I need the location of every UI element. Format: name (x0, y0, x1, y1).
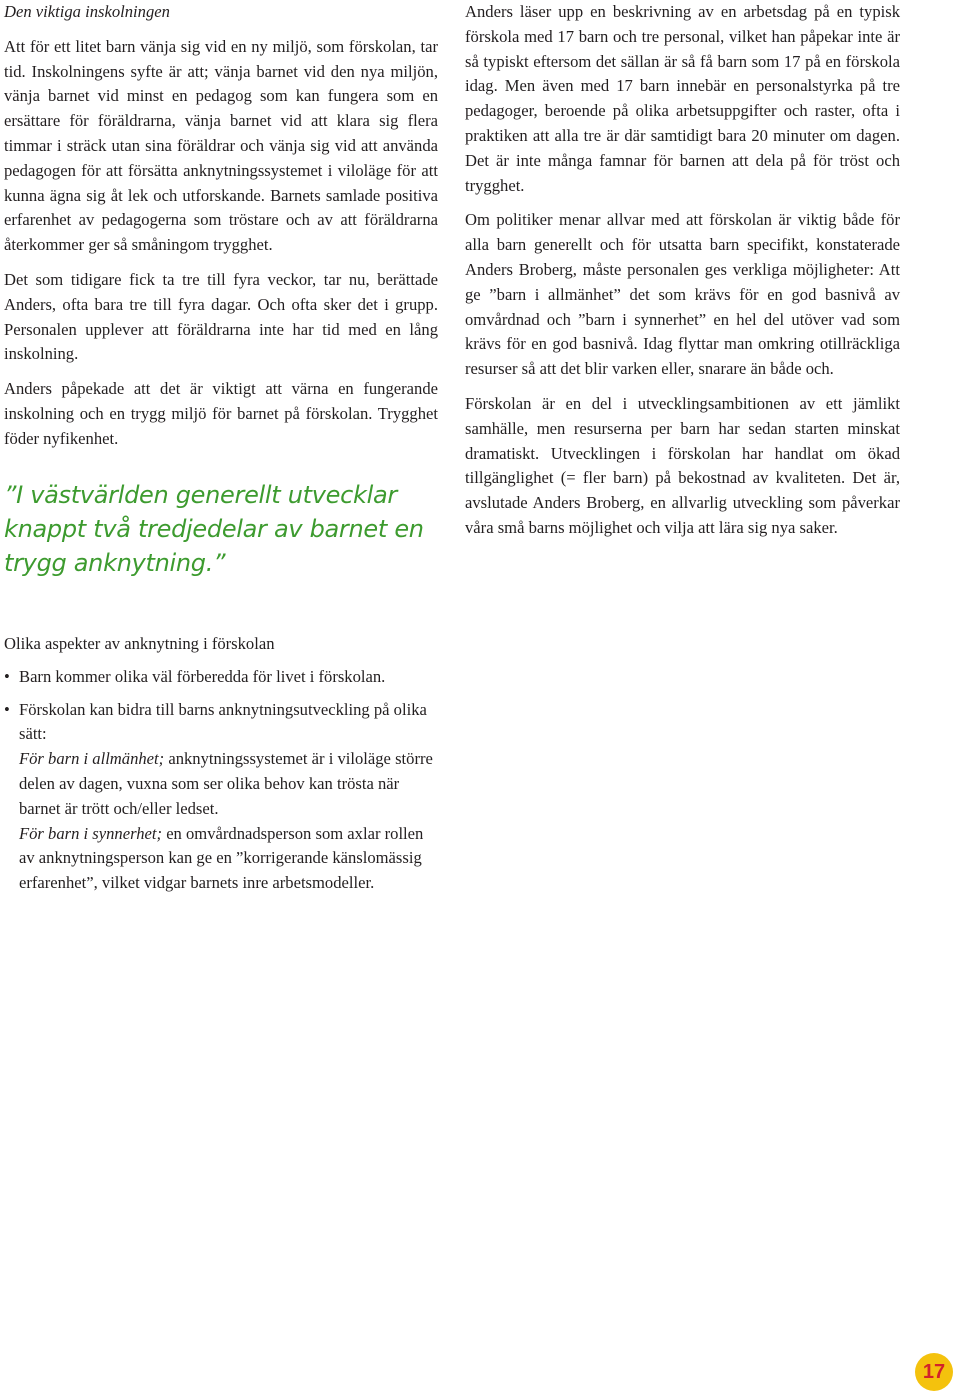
list-item (4, 698, 434, 896)
bullet-icon: • (4, 666, 10, 686)
list-item-text: Barn kommer olika väl förberedda för livet i förskolan. (19, 666, 386, 686)
body-paragraph: Det som tidigare fick ta tre till fyra veckor, tar nu, berättade Anders, ofta bara tre till fyra dagar. Och ofta sker det i grupp. Personalen upplever att föräldrarna inte har tid med en lång inskolning. (4, 269, 438, 364)
attachment-aspects-box (4, 632, 434, 904)
left-column (4, 0, 438, 580)
sub-item-text: anknytningssystemet är i viloläge större delen av dagen, vuxna som ser olika behov kan trösta när barnet är trött och/eller ledset. (19, 749, 433, 818)
pull-quote: ”I västvärlden generellt utvecklar knappt två tredjedelar av barnet en trygg anknytning.” (4, 480, 424, 577)
section-heading: Den viktiga inskolningen (4, 2, 170, 21)
sub-item-label: För barn i synnerhet; (19, 823, 163, 843)
body-paragraph: Att för ett litet barn vänja sig vid en ny miljö, som förskolan, tar tid. Inskolningens syfte är att; vänja barnet vid den nya miljön, vänja barnet vid minst en pedagog som kan fungera som en ersättare för föräldrarna, vänja barnet vid att klara sig flera timmar i sträck utan sina föräldrar och vänja sig vid att använda pedagogen för att försätta anknytningssystemet i viloläge för att kunna ägna sig åt lek och utforskande. Barnets samlade positiva erfarenhet av pedagogerna som tröstare och av att föräldrarna återkommer ger så småningom trygghet. (4, 36, 438, 255)
body-paragraph: Anders påpekade att det är viktigt att värna en fungerande inskolning och en trygg miljö för barnet på förskolan. Trygghet föder nyfikenhet. (4, 379, 438, 448)
bullet-icon: • (4, 699, 10, 719)
right-column (465, 0, 900, 551)
body-paragraph: Anders läser upp en beskrivning av en arbetsdag på en typisk förskola med 17 barn och tre personal, vilket han påpekar inte är så typiskt eftersom det sällan är så få barn som 17 på en förskola idag. Men även med 17 barn innebär en personalstyrka på tre pedagoger, beroende på olika arbetsuppgifter och raster, ofta i praktiken att alla tre är där samtidigt bara 20 minuter om dagen. Det är inte många famnar för barnen att dela på för tröst och trygghet. (465, 2, 900, 195)
body-paragraph: Förskolan är en del i utvecklingsambitionen av ett jämlikt samhälle, men resurserna per barn har sedan starten minskat dramatiskt. Utvecklingen i förskolan har handlat om ökad tillgänglighet (= fler barn) på bekostnad av kvaliteten. Det är, avslutade Anders Broberg, en allvarlig utveckling som påverkar våra små barns möjlighet och vilja att lära sig nya saker. (465, 393, 900, 537)
aspects-list (4, 665, 434, 896)
sub-item-text: en omvårdnadsperson som axlar rollen av anknytningsperson kan ge en ”korrigerande känslomässig erfarenhet”, vilket vidgar barnets inre arbetsmodeller. (19, 823, 424, 893)
aspects-heading: Olika aspekter av anknytning i förskolan (4, 634, 275, 653)
sub-item-label: För barn i allmänhet; (19, 749, 165, 769)
body-paragraph: Om politiker menar allvar med att förskolan är viktig både för alla barn generellt och för utsatta barn specifikt, konstaterade Anders Broberg, måste personalen ges verkliga möjligheter: Att ge ”barn i allmänhet” det som krävs för en god basnivå av omvårdnad och ”barn i synnerhet” en hel del utöver vad som krävs för en god basnivå. Idag flyttar man omkring otillräckliga resurser så att det blir varken eller, snarare än både och. (465, 210, 900, 379)
page-number-badge: 17 (915, 1353, 953, 1391)
list-item (4, 665, 434, 690)
list-item-text: Förskolan kan bidra till barns anknytningsutveckling på olika sätt: (19, 699, 427, 744)
